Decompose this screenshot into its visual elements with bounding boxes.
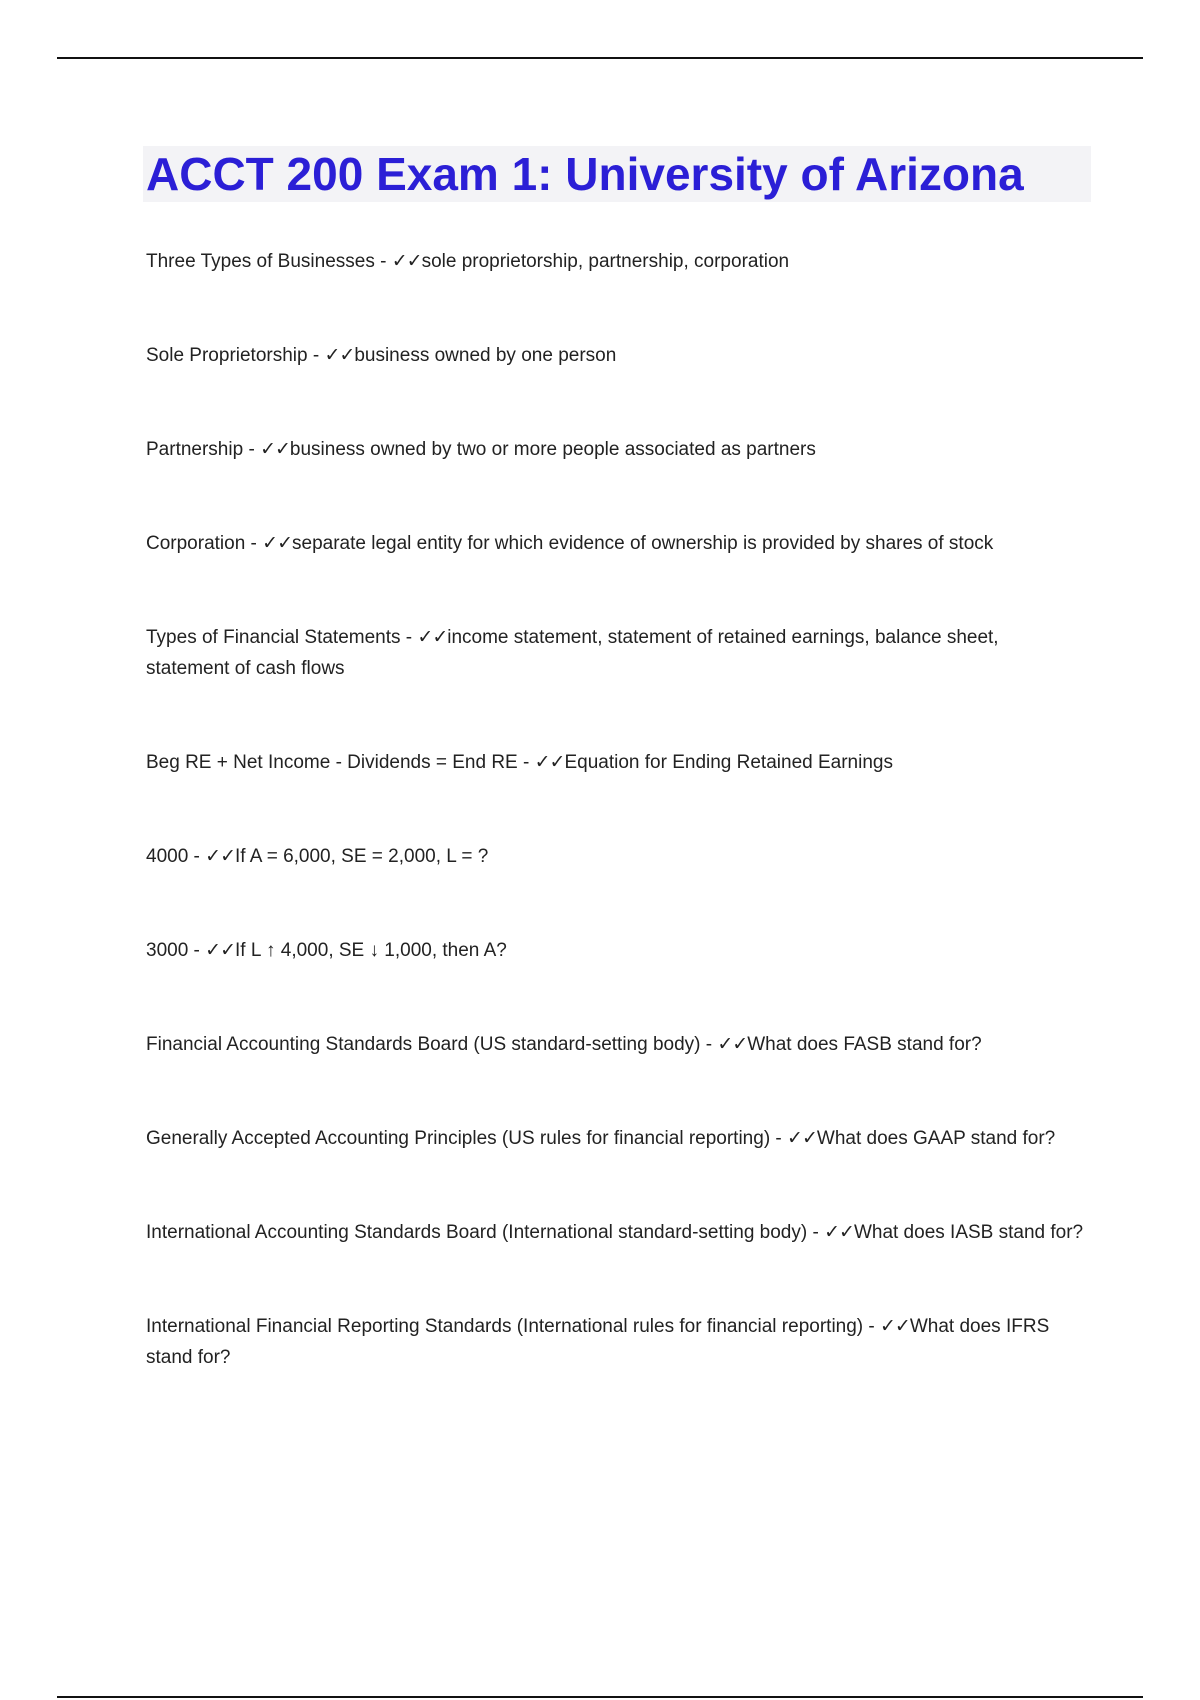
entry-separator: - bbox=[188, 846, 206, 867]
double-check-icon: ✓✓ bbox=[205, 846, 236, 867]
double-check-icon: ✓✓ bbox=[262, 533, 293, 554]
entry-term: Partnership bbox=[146, 439, 244, 460]
double-check-icon: ✓✓ bbox=[205, 940, 236, 961]
double-check-icon: ✓✓ bbox=[417, 627, 448, 648]
flashcard-entry bbox=[146, 1217, 1086, 1248]
entry-term: Three Types of Businesses bbox=[146, 251, 375, 272]
entry-term: Types of Financial Statements bbox=[146, 627, 401, 648]
flashcard-entry bbox=[146, 622, 1086, 684]
entry-separator: - bbox=[770, 1128, 788, 1149]
flashcard-entry bbox=[146, 528, 1086, 559]
entry-separator: - bbox=[807, 1222, 825, 1243]
entry-answer: business owned by two or more people associated as partners bbox=[289, 439, 816, 460]
entry-answer: What does FASB stand for? bbox=[747, 1034, 982, 1055]
double-check-icon: ✓✓ bbox=[824, 1222, 854, 1243]
entry-term: Beg RE + Net Income - Dividends = End RE bbox=[146, 752, 518, 773]
entry-separator: - bbox=[517, 752, 535, 773]
entry-answer: What does GAAP stand for? bbox=[816, 1128, 1056, 1149]
flashcard-entry bbox=[146, 747, 1086, 778]
flashcard-list bbox=[146, 246, 1086, 1436]
entry-term: 4000 bbox=[146, 846, 189, 867]
top-divider bbox=[57, 57, 1143, 59]
flashcard-entry bbox=[146, 246, 1086, 277]
flashcard-entry bbox=[146, 935, 1086, 966]
flashcard-entry bbox=[146, 340, 1086, 371]
double-check-icon: ✓✓ bbox=[880, 1316, 910, 1337]
double-check-icon: ✓✓ bbox=[391, 251, 422, 272]
entry-separator: - bbox=[700, 1034, 718, 1055]
double-check-icon: ✓✓ bbox=[717, 1034, 748, 1055]
flashcard-entry bbox=[146, 1123, 1086, 1154]
document-title: ACCT 200 Exam 1: University of Arizona bbox=[146, 148, 1024, 200]
entry-separator: - bbox=[188, 940, 206, 961]
double-check-icon: ✓✓ bbox=[534, 752, 565, 773]
double-check-icon: ✓✓ bbox=[324, 345, 355, 366]
entry-answer: If A = 6,000, SE = 2,000, L = ? bbox=[235, 846, 489, 867]
flashcard-entry bbox=[146, 841, 1086, 872]
entry-term: International Financial Reporting Standards (International rules for financial reporting) bbox=[146, 1316, 864, 1337]
entry-answer: income statement, statement of retained earnings, balance sheet, statement of cash flows bbox=[146, 627, 999, 679]
entry-answer: What does IFRS stand for? bbox=[146, 1316, 1050, 1368]
entry-term: Financial Accounting Standards Board (US standard-setting body) bbox=[146, 1034, 701, 1055]
flashcard-entry bbox=[146, 1029, 1086, 1060]
entry-term: 3000 bbox=[146, 940, 189, 961]
flashcard-entry bbox=[146, 434, 1086, 465]
entry-term: Corporation bbox=[146, 533, 246, 554]
bottom-divider bbox=[57, 1696, 1143, 1698]
entry-answer: Equation for Ending Retained Earnings bbox=[564, 752, 893, 773]
entry-separator: - bbox=[307, 345, 325, 366]
entry-answer: separate legal entity for which evidence of ownership is provided by shares of stock bbox=[292, 533, 994, 554]
entry-term: Sole Proprietorship bbox=[146, 345, 308, 366]
entry-answer: business owned by one person bbox=[354, 345, 617, 366]
entry-separator: - bbox=[374, 251, 392, 272]
entry-answer: What does IASB stand for? bbox=[853, 1222, 1084, 1243]
entry-separator: - bbox=[863, 1316, 881, 1337]
entry-separator: - bbox=[243, 439, 261, 460]
entry-term: International Accounting Standards Board (International standard-setting body) bbox=[146, 1222, 808, 1243]
double-check-icon: ✓✓ bbox=[260, 439, 290, 460]
entry-answer: sole proprietorship, partnership, corporation bbox=[421, 251, 790, 272]
entry-separator: - bbox=[245, 533, 263, 554]
entry-term: Generally Accepted Accounting Principles (US rules for financial reporting) bbox=[146, 1128, 771, 1149]
entry-separator: - bbox=[400, 627, 418, 648]
entry-answer: If L ↑ 4,000, SE ↓ 1,000, then A? bbox=[235, 940, 507, 961]
flashcard-entry bbox=[146, 1311, 1086, 1373]
double-check-icon: ✓✓ bbox=[787, 1128, 817, 1149]
